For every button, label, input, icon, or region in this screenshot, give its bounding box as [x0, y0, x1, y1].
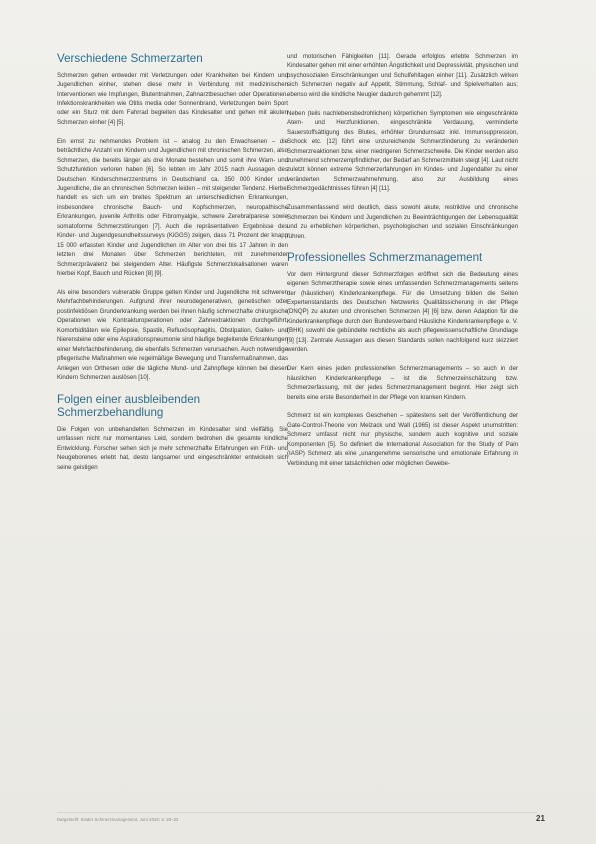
paragraph: Der Kern eines jeden professionellen Schmerzmanagements – so auch in der häuslichen Kinderkrankenpflege – ist die Schmerzeinschätzung bzw. Schmerzerfassung, mit der jedes Schmerzmanagement beginnt. Hier zeigt sich bereits eine erste Besonderheit in der Pflege von kranken Kindern.: [287, 365, 518, 401]
paragraph: Zusammenfassend wird deutlich, dass sowohl akute, restriktive und chronische Schmerzen bei Kindern und Jugendlichen zu Beeinträchtigungen der Lebensqualität und zu erheblichen körperlichen, psychologischen und sozialen Einschränkungen führen.: [287, 204, 518, 240]
footer-divider: [57, 812, 537, 813]
paragraph: Vor dem Hintergrund dieser Schmerzfolgen eröffnet sich die Bedeutung eines eigenen Schmerztherapie sowie eines umfassenden Schmerzmanagements seitens der (häuslichen) Kinderkrankenpflege. Für die Umsetzung bilden die Seiten Expertenstandards des Deutschen Netzwerks Qualitätssicherung in der Pflege (DNQP) zu akuten und chronischen Schmerzen [4] [6] bzw. deren Adaption für die Kinderkrankenpflege durch den Bundesverband Häusliche Kinderkrankenpflege e. V. (BHK) sowohl die gebündelte rechtliche als auch pflegewissenschaftliche Grundlage [9] [13]. Zentrale Aussagen aus diesen Standards sollen nachfolgend kurz skizziert werden.: [287, 270, 518, 354]
right-column: [287, 52, 518, 468]
paragraph: Schmerzen gehen entweder mit Verletzungen oder Krankheiten bei Kindern und Jugendlichen einher, stehen diese mehr in Verbindung mit medizinischen Interventionen wie Impfungen, Blutentnahmen, Zahnarztbesuchen oder Operationen. Infektionskrankheiten wie Otitis media oder Sonnenbrand, Verletzungen beim Sport oder ein Sturz mit dem Fahrrad begleiten das Kindesalter und gehen mit akuten Schmerzen einher [4] [5].: [57, 71, 288, 126]
paragraph: Als eine besonders vulnerable Gruppe gelten Kinder und Jugendliche mit schweren Mehrfachbehinderungen. Aufgrund ihrer neurodegenerativen, genetischen oder postinfektiösen Grunderkrankung werden bei ihnen häufig schmerzhafte chirurgische Operationen wie Kontrakturoperationen oder Zahnextraktionen durchgeführt. Komorbiditäten wie Epilepsie, Spastik, Refluxösophagitis, Obstipation, Gallen- und Nierensteine oder eine Aspirationspneumonie sind häufige begleitende Erkrankungen einer Mehrfachbehinderung, die ebenfalls Schmerzen verursachen. Auch notwendige pflegerische Maßnahmen wie regelmäßige Bewegung und Transfermaßnahmen, das Anlegen von Orthesen oder die tägliche Mund- und Zahnpflege können bei diesen Kindern Schmerzen auslösen [10].: [57, 288, 288, 382]
paragraph: Schmerz ist ein komplexes Geschehen – spätestens seit der Veröffentlichung der Gate-Control-Theorie von Melzack und Wall (1965) ist dieser Aspekt unumstritten: Schmerz umfasst nicht nur physische, sondern auch kognitive und soziale Komponenten [5]. So definiert die International Association for the Study of Pain (IASP) Schmerz als eine „unangenehme sensorische und emotionale Erfahrung in Verbindung mit einer tatsächlichen oder möglichen Gewebe-: [287, 412, 518, 467]
section-heading-folgen: Folgen einer ausbleibenden Schmerzbehandlung: [57, 392, 201, 420]
section-heading-schmerzarten: Verschiedene Schmerzarten: [57, 52, 203, 65]
footer-citation: Dargestellt: Kinder Schmerzmanagement, Juni 2016; 4: 20–23: [57, 817, 179, 822]
paragraph: Neben (teils nachlebensbedrohlichen) körperlichen Symptomen wie eingeschränkte Atem- und Herzfunktionen, eingeschränkte Verdauung, verminderte Sauerstoffsättigung des Blutes, erhöhter Grundumsatz inkl. Immunsuppression, Schock etc. [12] führt eine unzureichende Schmerzlinderung zu veränderten Schmerzreaktionen bzw. einer niedrigeren Schmerzschwelle. Die Kinder werden also zunehmend schmerzempfindlicher, der Bedarf an Schmerzmitteln steigt [4]. Laut nicht zuletzt können extreme Schmerzerfahrungen im Kindes- und Jugendalter zu einer veränderten Schmerzwahrnehmung, also zur Ausbildung eines Schmerzgedächtnisses führen [4] [11].: [287, 109, 518, 193]
paragraph: Ein ernst zu nehmendes Problem ist – analog zu den Erwachsenen – die beträchtliche Anzahl von Kindern und Jugendlichen mit chronischen Schmerzen, also Schmerzen, die bereits länger als drei Monate bestehen und somit ihre Warn- und Schutzfunktion verloren haben [6]. So lebten im Jahr 2015 nach Aussagen des Deutschen Kinderschmerzzentrums in Deutschland ca. 350 000 Kinder und Jugendliche, die an chronischen Schmerzen leiden – mit steigender Tendenz. Hierbei handelt es sich um ein breites Spektrum an unterschiedlichen Erkrankungen, insbesondere chronische Bauch- und Kopfschmerzen, neuropathische Erkrankungen, juvenile Arthritis oder Fibromyalgie, schwere Zerebralparese sowie somatoforme Schmerzstörungen [7]. Auch die repräsentativen Ergebnisse des Kinder- und Jugendgesundheitssurveys (KiGGS) zeigen, dass 71 Prozent der knapp 15 000 erfassten Kinder und Jugendlichen im Alter von drei bis 17 Jahren in den letzten drei Monaten über Schmerzen berichteten, mit zunehmender Schmerzprävalenz bei steigendem Alter. Häufigste Schmerzlokalisationen waren hierbei Kopf, Bauch und Rücken [8] [9].: [57, 137, 288, 278]
paragraph: und motorischen Fähigkeiten [11]. Gerade erfolglos erlebte Schmerzen im Kindesalter gehen mit einer erhöhten Ängstlichkeit und Depressivität, physischen und psychosozialen Einschränkungen und Schulfehltagen einher [11]. Zusätzlich wirken sich Schmerzen negativ auf Appetit, Stimmung, Schlaf- und Spielverhalten aus; ebenso wird die kindliche Neugier dadurch gehemmt [12].: [287, 53, 518, 98]
page-number: 21: [536, 814, 545, 823]
section-heading-schmerzmanagement: Professionelles Schmerzmanagement: [287, 251, 483, 265]
paragraph: Die Folgen von unbehandelten Schmerzen im Kindesalter sind vielfältig. Sie umfassen nicht nur momentanes Leid, sondern bedrohen die gesamte kindliche Entwicklung. Forscher sehen sich je mehr schmerzhafte Erfahrungen ein Früh- und Neugeborenes erlebt hat, desto langsamer und eingeschränkter entwickeln sich seine geistigen: [57, 425, 288, 471]
left-column: [57, 52, 288, 472]
